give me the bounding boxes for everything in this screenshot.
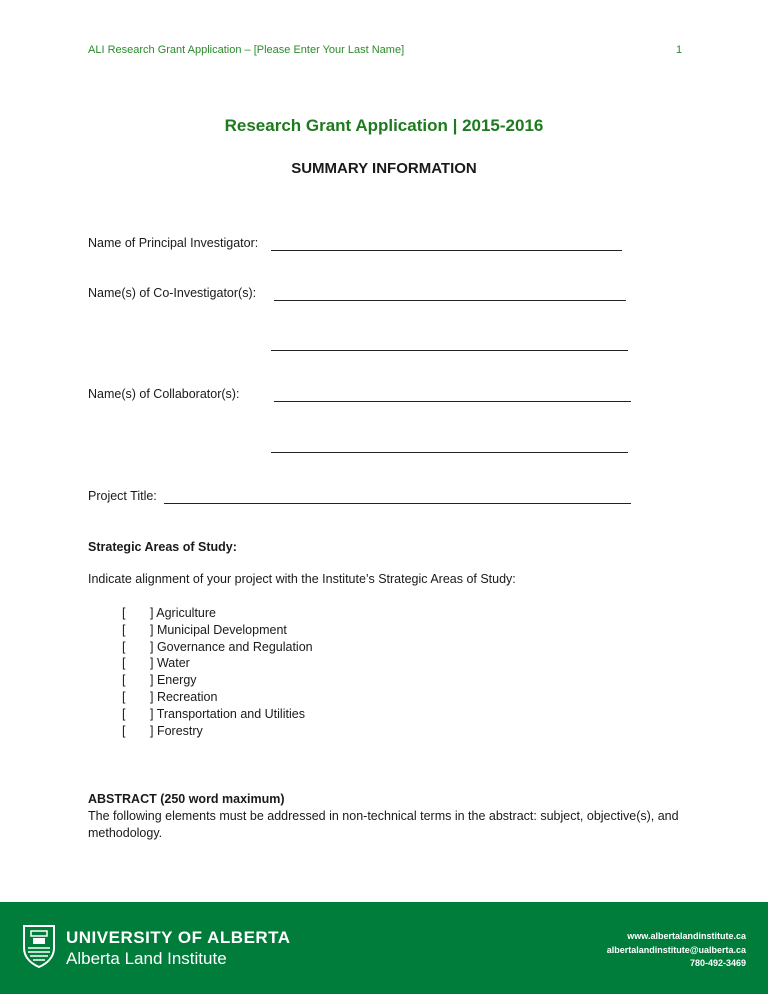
strategic-area-agriculture[interactable] [122,605,313,622]
university-crest-icon [22,924,56,968]
checkbox[interactable]: [ [122,622,126,637]
strategic-areas-instruction: Indicate alignment of your project with the Institute’s Strategic Areas of Study: [88,572,516,586]
email-link[interactable]: albertalandinstitute@ualberta.ca [606,944,746,955]
co-investigators-label: Name(s) of Co-Investigator(s): [88,286,257,300]
strategic-area-label: ] Energy [150,673,197,688]
strategic-area-label: ] Water [150,656,190,671]
strategic-area-transportation[interactable] [122,706,313,723]
project-title-field[interactable] [164,503,631,504]
co-investigator-field-2[interactable] [271,350,628,351]
strategic-area-municipal-development[interactable] [122,622,313,639]
strategic-area-label: ] Municipal Development [150,622,287,637]
strategic-area-water[interactable] [122,655,313,672]
document-title: Research Grant Application | 2015-2016 [224,116,544,135]
checkbox[interactable]: [ [122,639,126,654]
strategic-area-forestry[interactable] [122,723,313,740]
website-link[interactable]: www.albertalandinstitute.ca [627,931,746,941]
collaborators-label: Name(s) of Collaborator(s): [88,387,240,401]
footer-banner [0,902,768,994]
strategic-area-recreation[interactable] [122,689,313,706]
institute-name: Alberta Land Institute [66,949,227,968]
abstract-instructions: The following elements must be addressed in non-technical terms in the abstract: subject, objective(s), and methodology. [88,809,679,840]
checkbox[interactable]: [ [122,723,126,738]
checkbox[interactable]: [ [122,656,126,671]
principal-investigator-label: Name of Principal Investigator: [88,236,259,250]
running-header: ALI Research Grant Application – [Please Enter Your Last Name] [88,44,405,56]
principal-investigator-field[interactable] [271,250,622,251]
abstract-heading: ABSTRACT (250 word maximum) [88,792,285,806]
checkbox[interactable]: [ [122,606,126,620]
strategic-area-governance[interactable] [122,639,313,656]
strategic-areas-list [122,605,313,739]
strategic-area-label: ] Transportation and Utilities [150,706,305,721]
university-name: UNIVERSITY OF ALBERTA [66,928,291,947]
collaborator-field-2[interactable] [271,452,628,453]
section-title: SUMMARY INFORMATION [291,160,477,177]
strategic-areas-heading: Strategic Areas of Study: [88,540,237,554]
strategic-area-label: ] Agriculture [150,606,217,620]
strategic-area-energy[interactable] [122,672,313,689]
strategic-area-label: ] Governance and Regulation [150,639,313,654]
checkbox[interactable]: [ [122,706,126,721]
page-number: 1 [676,44,683,56]
co-investigator-field-1[interactable] [274,300,626,301]
contact-info [607,930,746,971]
checkbox[interactable]: [ [122,673,126,688]
strategic-area-label: ] Recreation [150,689,218,704]
phone-number: 780-492-3469 [689,958,746,968]
strategic-area-label: ] Forestry [150,723,203,738]
project-title-label: Project Title: [88,489,157,503]
checkbox[interactable]: [ [122,689,126,704]
collaborator-field-1[interactable] [274,401,631,402]
